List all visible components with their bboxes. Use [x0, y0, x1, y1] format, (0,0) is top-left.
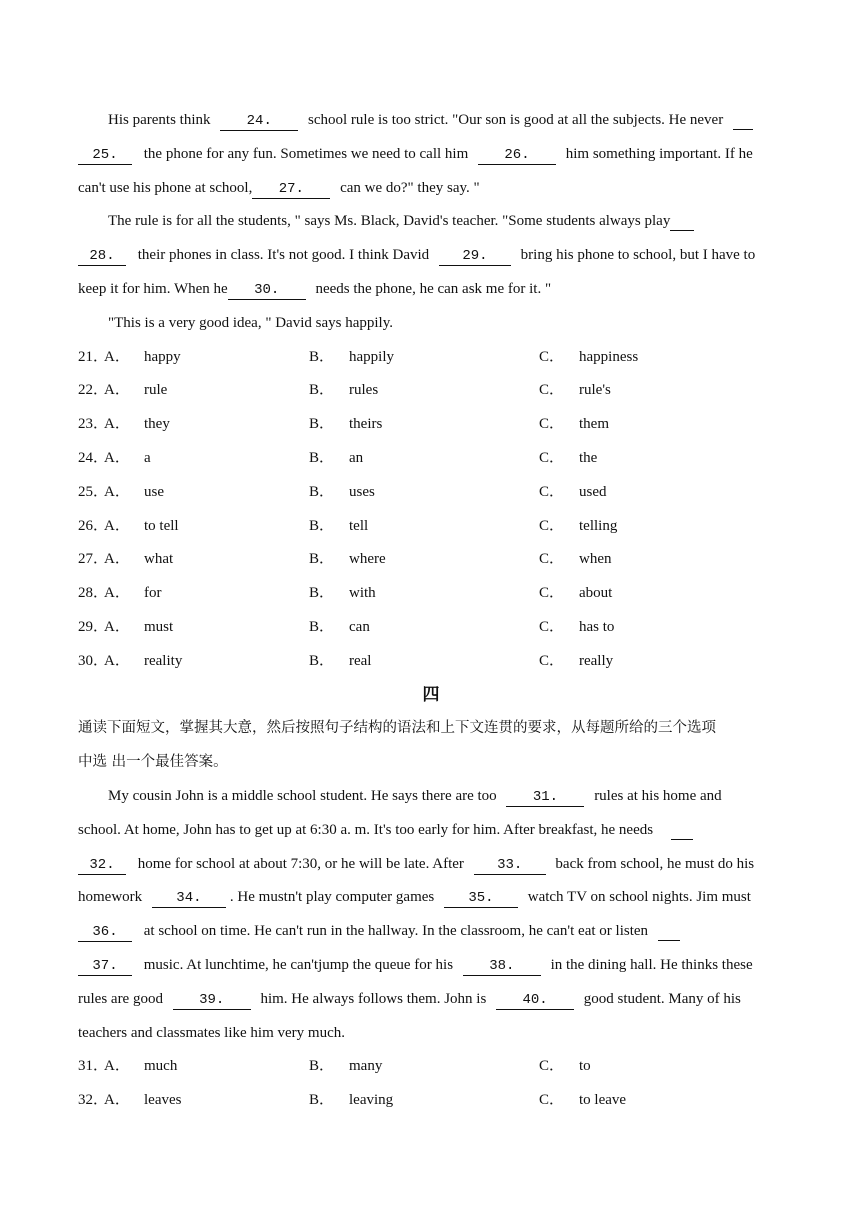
question-number: 24．: [78, 449, 109, 466]
answer-blank: 25.: [78, 145, 132, 165]
option-letter: B．: [309, 517, 335, 534]
passage-line: [78, 814, 784, 848]
option-letter: C．: [539, 1058, 565, 1075]
question-number: 32．: [78, 1092, 109, 1109]
passage-text: their phones in class. It's not good. I think David: [137, 247, 430, 264]
question-options-row: [78, 341, 784, 375]
option-text: leaves: [144, 1092, 182, 1109]
option-letter: A．: [104, 1092, 130, 1109]
option-text: to: [579, 1058, 591, 1075]
option-text: used: [579, 483, 607, 500]
option-b[interactable]: [309, 510, 539, 544]
option-text: real: [349, 652, 372, 669]
option-a[interactable]: [104, 442, 309, 476]
option-text: the: [579, 449, 598, 466]
passage-text: music. At lunchtime, he can'tjump the queue for his: [143, 956, 454, 973]
question-options-row: [78, 374, 784, 408]
question-number: 31．: [78, 1058, 109, 1075]
option-text: a: [144, 449, 151, 466]
option-letter: B．: [309, 483, 335, 500]
option-c[interactable]: [539, 1084, 769, 1118]
passage-text: school rule is too strict. "Our son is good at all the subjects. He never: [308, 112, 724, 128]
option-letter: A．: [104, 585, 130, 602]
answer-blank: 39.: [173, 990, 251, 1010]
option-letter: A．: [104, 483, 130, 500]
option-text: can: [349, 618, 370, 635]
answer-blank: [658, 922, 680, 941]
option-c[interactable]: [539, 442, 769, 476]
answer-blank: 34.: [152, 888, 226, 908]
instruction-line: 通读下面短文，掌握其大意，然后按照句子结构的语法和上下文连贯的要求，从每题所给的三个选项: [78, 720, 716, 737]
passage-line: [78, 307, 784, 341]
option-b[interactable]: [309, 476, 539, 510]
passage-line: [78, 983, 784, 1017]
option-a[interactable]: [104, 408, 309, 442]
option-letter: B．: [309, 416, 335, 433]
passage-line: [78, 881, 784, 915]
instruction-line: 中选 出一个最佳答案。: [78, 754, 228, 771]
passage-text: keep it for him. When he: [78, 280, 228, 297]
answer-blank: 33.: [474, 855, 546, 875]
passage-text: home for school at about 7:30, or he will be late. After: [137, 855, 464, 872]
answer-blank: [670, 212, 694, 231]
answer-blank: 36.: [78, 922, 132, 942]
passage-text: rules at his home and: [594, 787, 722, 804]
option-text: theirs: [349, 416, 383, 433]
question-options-row: [78, 442, 784, 476]
option-letter: C．: [539, 449, 565, 466]
option-text: they: [144, 416, 170, 433]
option-b[interactable]: [309, 374, 539, 408]
exam-page: [78, 104, 784, 1118]
answer-blank: 30.: [228, 280, 306, 300]
option-b[interactable]: [309, 442, 539, 476]
passage-text: at school on time. He can't run in the hallway. In the classroom, he can't eat or listen: [143, 923, 649, 940]
option-text: them: [579, 416, 609, 433]
option-c[interactable]: [539, 341, 769, 375]
option-a[interactable]: [104, 374, 309, 408]
question-options-row: [78, 645, 784, 679]
passage-text: the phone for any fun. Sometimes we need to call him: [143, 145, 469, 162]
option-c[interactable]: [539, 645, 769, 679]
passage-text: bring his phone to school, but I have to: [520, 247, 756, 264]
passage-text: My cousin John is a middle school student. He says there are too: [108, 787, 497, 804]
option-c[interactable]: [539, 476, 769, 510]
option-text: rule: [144, 382, 168, 399]
answer-blank: 31.: [506, 787, 584, 807]
option-c[interactable]: [539, 510, 769, 544]
option-letter: A．: [104, 416, 130, 433]
answer-blank: [671, 821, 693, 840]
question-number: 28．: [78, 585, 109, 602]
option-text: tell: [349, 517, 369, 534]
option-text: much: [144, 1058, 178, 1075]
option-letter: A．: [104, 517, 130, 534]
passage-text: him something important. If he: [565, 145, 753, 162]
option-text: happy: [144, 348, 181, 365]
answer-blank: 29.: [439, 246, 511, 266]
question-number: 26．: [78, 517, 109, 534]
option-letter: C．: [539, 382, 565, 399]
option-letter: A．: [104, 348, 130, 365]
option-text: rules: [349, 382, 379, 399]
option-letter: A．: [104, 652, 130, 669]
option-letter: A．: [104, 1058, 130, 1075]
answer-blank: 24.: [220, 111, 298, 131]
option-letter: C．: [539, 618, 565, 635]
options-list: [78, 1050, 784, 1118]
option-text: happily: [349, 348, 394, 365]
passage-line: [78, 915, 784, 949]
option-text: when: [579, 551, 612, 568]
passage-text: His parents think: [108, 112, 211, 128]
question-number: 21．: [78, 348, 109, 365]
answer-blank: 32.: [78, 855, 126, 875]
option-letter: C．: [539, 551, 565, 568]
option-b[interactable]: [309, 408, 539, 442]
option-letter: B．: [309, 551, 335, 568]
passage-text: can we do?" they say. ": [340, 179, 480, 196]
passage-text: back from school, he must do his: [555, 855, 755, 872]
option-c[interactable]: [539, 374, 769, 408]
passage-line: [78, 1017, 784, 1051]
option-letter: B．: [309, 348, 335, 365]
answer-blank: 35.: [444, 888, 518, 908]
answer-blank: 26.: [478, 145, 556, 165]
question-options-row: [78, 408, 784, 442]
option-text: many: [349, 1058, 383, 1075]
option-text: where: [349, 551, 386, 568]
question-options-row: [78, 577, 784, 611]
question-number: 22．: [78, 382, 109, 399]
option-text: has to: [579, 618, 615, 635]
option-text: rule's: [579, 382, 611, 399]
option-c[interactable]: [539, 408, 769, 442]
answer-blank: 40.: [496, 990, 574, 1010]
option-b[interactable]: [309, 1084, 539, 1118]
option-letter: C．: [539, 1092, 565, 1109]
answer-blank: 27.: [252, 179, 330, 199]
passage-line: [78, 205, 784, 239]
option-c[interactable]: [539, 1050, 769, 1084]
question-number: 27．: [78, 551, 109, 568]
option-text: an: [349, 449, 364, 466]
passage-text: rules are good: [78, 990, 163, 1007]
question-options-row: [78, 1084, 784, 1118]
passage-text: The rule is for all the students, " says Ms. Black, David's teacher. "Some students always play: [108, 213, 671, 230]
option-letter: A．: [104, 618, 130, 635]
option-text: what: [144, 551, 174, 568]
option-text: happiness: [579, 348, 639, 365]
answer-blank: 28.: [78, 246, 126, 266]
option-letter: B．: [309, 618, 335, 635]
passage-line: [78, 172, 784, 206]
option-a[interactable]: [104, 645, 309, 679]
option-letter: C．: [539, 483, 565, 500]
option-text: to leave: [579, 1092, 627, 1109]
question-number: 30．: [78, 652, 109, 669]
option-text: for: [144, 585, 162, 602]
option-text: really: [579, 652, 614, 669]
option-letter: C．: [539, 585, 565, 602]
answer-blank: 37.: [78, 956, 132, 976]
option-letter: B．: [309, 652, 335, 669]
passage-text: needs the phone, he can ask me for it. ": [315, 280, 552, 297]
option-b[interactable]: [309, 341, 539, 375]
option-text: reality: [144, 652, 183, 669]
option-letter: C．: [539, 517, 565, 534]
option-letter: B．: [309, 1092, 335, 1109]
option-c[interactable]: [539, 577, 769, 611]
passage-text: . He mustn't play computer games: [229, 889, 435, 906]
passage-text: good student. Many of his: [583, 990, 741, 1007]
option-letter: B．: [309, 1058, 335, 1075]
passage-text: can't use his phone at school,: [78, 179, 253, 196]
option-a[interactable]: [104, 1084, 309, 1118]
option-letter: C．: [539, 652, 565, 669]
passage-line: [78, 848, 784, 882]
option-letter: C．: [539, 348, 565, 365]
passage-line: [78, 104, 784, 138]
question-options-row: [78, 543, 784, 577]
option-a[interactable]: [104, 543, 309, 577]
option-text: must: [144, 618, 174, 635]
option-text: leaving: [349, 1092, 394, 1109]
option-text: uses: [349, 483, 375, 500]
question-number: 29．: [78, 618, 109, 635]
passage-line: [78, 780, 784, 814]
answer-blank: 38.: [463, 956, 541, 976]
options-list: [78, 341, 784, 679]
question-number: 25．: [78, 483, 109, 500]
answer-blank: [733, 111, 753, 130]
passage-line: [78, 273, 784, 307]
passage-line: [78, 138, 784, 172]
passage-line: [78, 949, 784, 983]
passage-text: "This is a very good idea, " David says happily.: [108, 314, 393, 331]
passage-text: school. At home, John has to get up at 6:30 a. m. It's too early for him. After breakfast, he needs: [78, 821, 654, 838]
option-text: about: [579, 585, 613, 602]
option-c[interactable]: [539, 543, 769, 577]
option-letter: B．: [309, 382, 335, 399]
option-a[interactable]: [104, 476, 309, 510]
option-text: with: [349, 585, 376, 602]
section-title: 四: [422, 684, 440, 705]
option-b[interactable]: [309, 577, 539, 611]
option-a[interactable]: [104, 1050, 309, 1084]
option-c[interactable]: [539, 611, 769, 645]
passage-text: in the dining hall. He thinks these: [550, 956, 753, 973]
passage-text: him. He always follows them. John is: [260, 990, 487, 1007]
question-number: 23．: [78, 416, 109, 433]
option-letter: A．: [104, 382, 130, 399]
option-a[interactable]: [104, 611, 309, 645]
passage-text: watch TV on school nights. Jim must: [527, 889, 751, 906]
question-options-row: [78, 611, 784, 645]
option-letter: C．: [539, 416, 565, 433]
option-letter: B．: [309, 585, 335, 602]
option-text: telling: [579, 517, 618, 534]
option-a[interactable]: [104, 577, 309, 611]
option-b[interactable]: [309, 645, 539, 679]
option-text: to tell: [144, 517, 179, 534]
question-options-row: [78, 1050, 784, 1084]
passage-line: [78, 239, 784, 273]
question-options-row: [78, 476, 784, 510]
option-b[interactable]: [309, 543, 539, 577]
option-b[interactable]: [309, 611, 539, 645]
option-letter: B．: [309, 449, 335, 466]
question-options-row: [78, 510, 784, 544]
option-b[interactable]: [309, 1050, 539, 1084]
passage-text: homework: [78, 889, 143, 906]
option-text: use: [144, 483, 164, 500]
option-letter: A．: [104, 449, 130, 466]
passage-text: teachers and classmates like him very much.: [78, 1024, 345, 1041]
option-a[interactable]: [104, 510, 309, 544]
option-letter: A．: [104, 551, 130, 568]
option-a[interactable]: [104, 341, 309, 375]
